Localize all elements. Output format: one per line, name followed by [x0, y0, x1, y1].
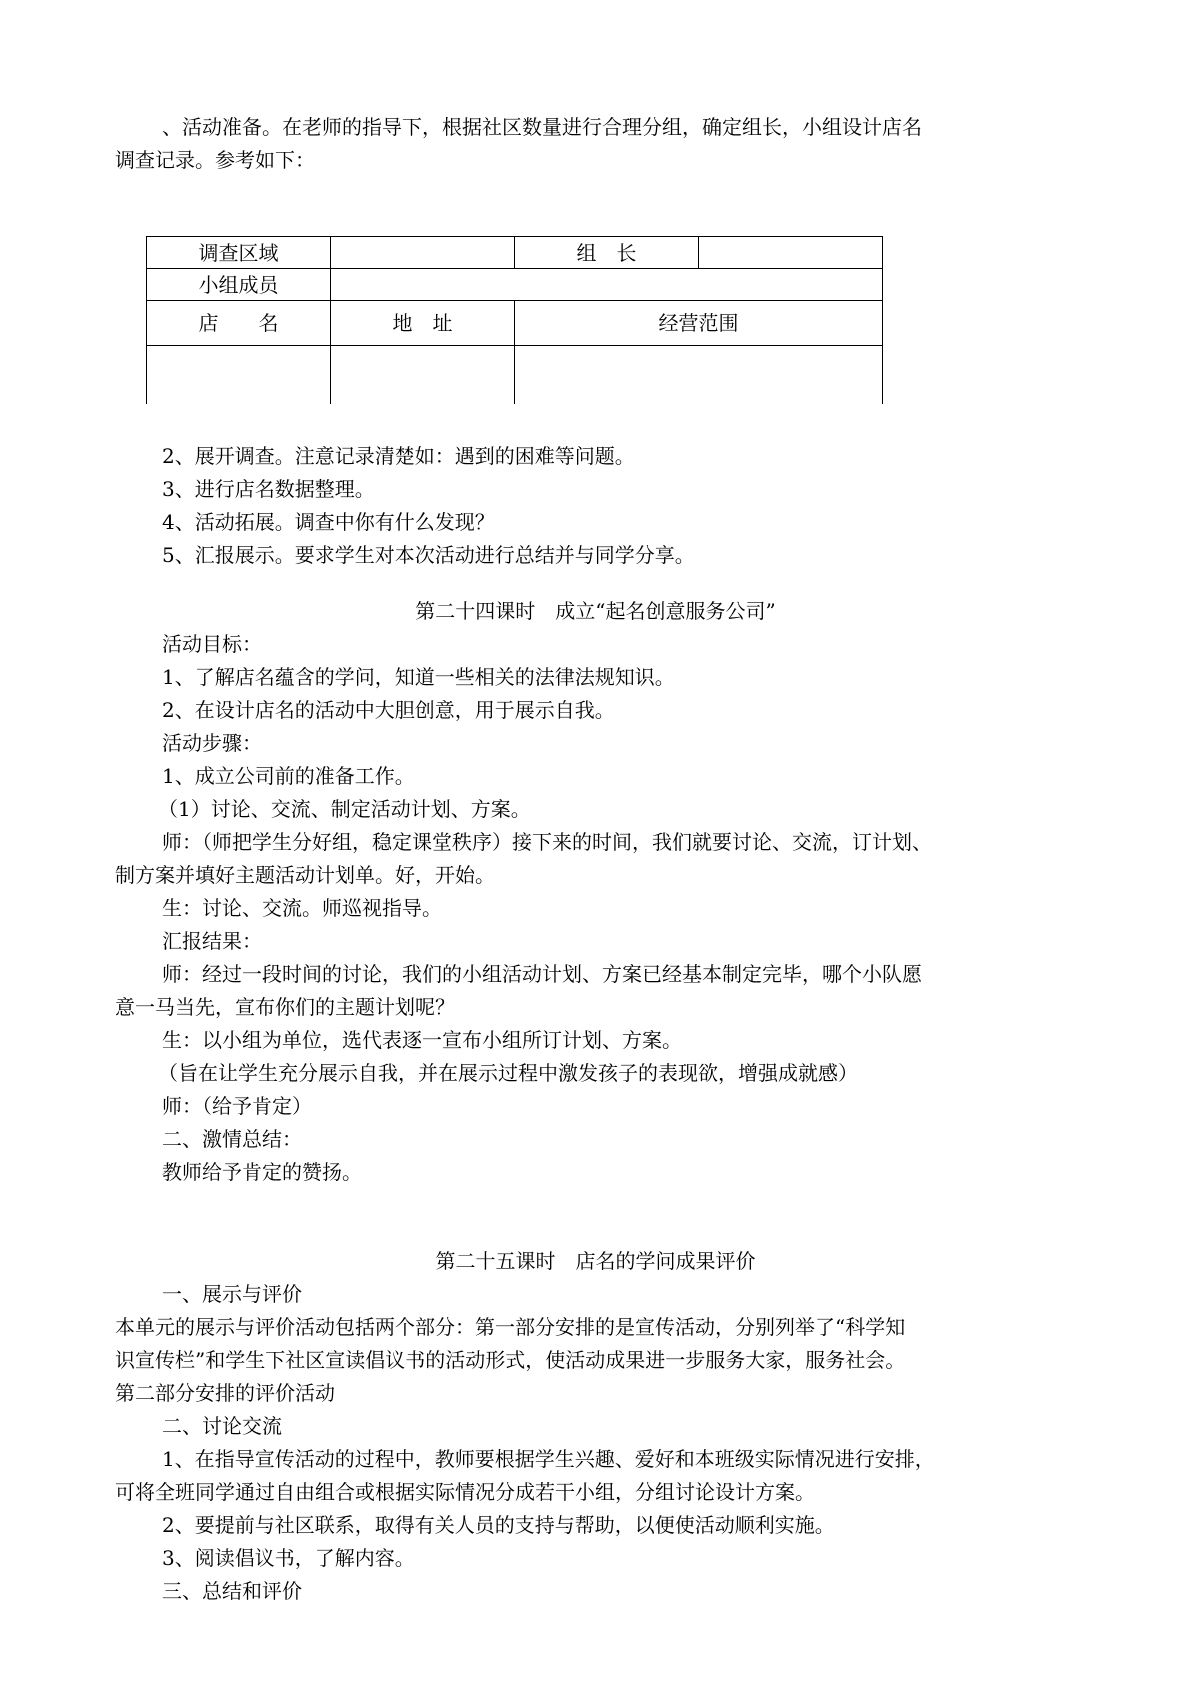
survey-table [146, 236, 883, 404]
lesson25-item-1-wrap: 可将全班同学通过自由组合或根据实际情况分成若干小组，分组讨论设计方案。 [115, 1480, 815, 1504]
lesson24-line: 生：讨论、交流。师巡视指导。 [162, 896, 442, 920]
lesson25-paragraph-line: 本单元的展示与评价活动包括两个部分：第一部分安排的是宣传活动，分别列举了“科学知 [115, 1315, 906, 1339]
area-label-cell: 调查区域 [147, 237, 331, 269]
lesson24-line: 活动目标： [162, 632, 262, 656]
lesson24-wrap-line: 意一马当先，宣布你们的主题计划呢？ [115, 995, 455, 1019]
members-value-cell [331, 269, 883, 301]
lesson24-line: 汇报结果： [162, 929, 262, 953]
lesson25-section-3: 三、总结和评价 [162, 1579, 302, 1603]
lesson24-line: 二、激情总结： [162, 1127, 302, 1151]
lesson25-title: 第二十五课时 店名的学问成果评价 [435, 1249, 756, 1273]
lesson24-line: （1）讨论、交流、制定活动计划、方案。 [158, 797, 531, 821]
lesson25-item-2: 2、要提前与社区联系，取得有关人员的支持与帮助，以便使活动顺利实施。 [162, 1513, 835, 1537]
empty-name-cell [147, 346, 331, 405]
lesson25-item-3: 3、阅读倡议书，了解内容。 [162, 1546, 415, 1570]
lesson24-line: 1、成立公司前的准备工作。 [162, 764, 415, 788]
lesson25-paragraph-line: 识宣传栏”和学生下社区宣读倡议书的活动形式，使活动成果进一步服务大家，服务社会。 [115, 1348, 906, 1372]
lesson25-section-1: 一、展示与评价 [162, 1282, 302, 1306]
step-5: 5、汇报展示。要求学生对本次活动进行总结并与同学分享。 [162, 543, 695, 567]
lesson24-line: 师：（师把学生分好组，稳定课堂秩序）接下来的时间，我们就要讨论、交流，订计划、 [162, 830, 932, 854]
empty-scope-cell [515, 346, 883, 405]
lesson25-item-1: 1、在指导宣传活动的过程中，教师要根据学生兴趣、爱好和本班级实际情况进行安排， [162, 1447, 935, 1471]
lesson24-line: 活动步骤： [162, 731, 262, 755]
lesson24-line: 师：（给予肯定） [162, 1094, 312, 1118]
leader-value-cell [699, 237, 883, 269]
step-3: 3、进行店名数据整理。 [162, 477, 375, 501]
step-2: 2、展开调查。注意记录清楚如：遇到的困难等问题。 [162, 444, 635, 468]
col-header-scope: 经营范围 [515, 301, 883, 346]
col-header-address: 地 址 [331, 301, 515, 346]
area-value-cell [331, 237, 515, 269]
lesson24-title: 第二十四课时 成立“起名创意服务公司” [415, 599, 776, 623]
lesson24-line: 2、在设计店名的活动中大胆创意，用于展示自我。 [162, 698, 615, 722]
lesson24-line: 师：经过一段时间的讨论，我们的小组活动计划、方案已经基本制定完毕，哪个小队愿 [162, 962, 922, 986]
col-header-name: 店 名 [147, 301, 331, 346]
lesson24-line: 生：以小组为单位，选代表逐一宣布小组所订计划、方案。 [162, 1028, 682, 1052]
intro-line-1: 、活动准备。在老师的指导下，根据社区数量进行合理分组，确定组长，小组设计店名 [162, 115, 922, 139]
lesson24-line: （旨在让学生充分展示自我，并在展示过程中激发孩子的表现欲，增强成就感） [158, 1061, 858, 1085]
lesson25-paragraph-line: 第二部分安排的评价活动 [115, 1381, 335, 1405]
lesson24-line: 教师给予肯定的赞扬。 [162, 1160, 362, 1184]
lesson24-wrap-line: 制方案并填好主题活动计划单。好，开始。 [115, 863, 495, 887]
empty-address-cell [331, 346, 515, 405]
step-4: 4、活动拓展。调查中你有什么发现？ [162, 510, 495, 534]
intro-line-2: 调查记录。参考如下： [115, 148, 315, 172]
leader-label-cell: 组 长 [515, 237, 699, 269]
members-label-cell: 小组成员 [147, 269, 331, 301]
lesson24-line: 1、了解店名蕴含的学问，知道一些相关的法律法规知识。 [162, 665, 675, 689]
lesson25-section-2: 二、讨论交流 [162, 1414, 282, 1438]
